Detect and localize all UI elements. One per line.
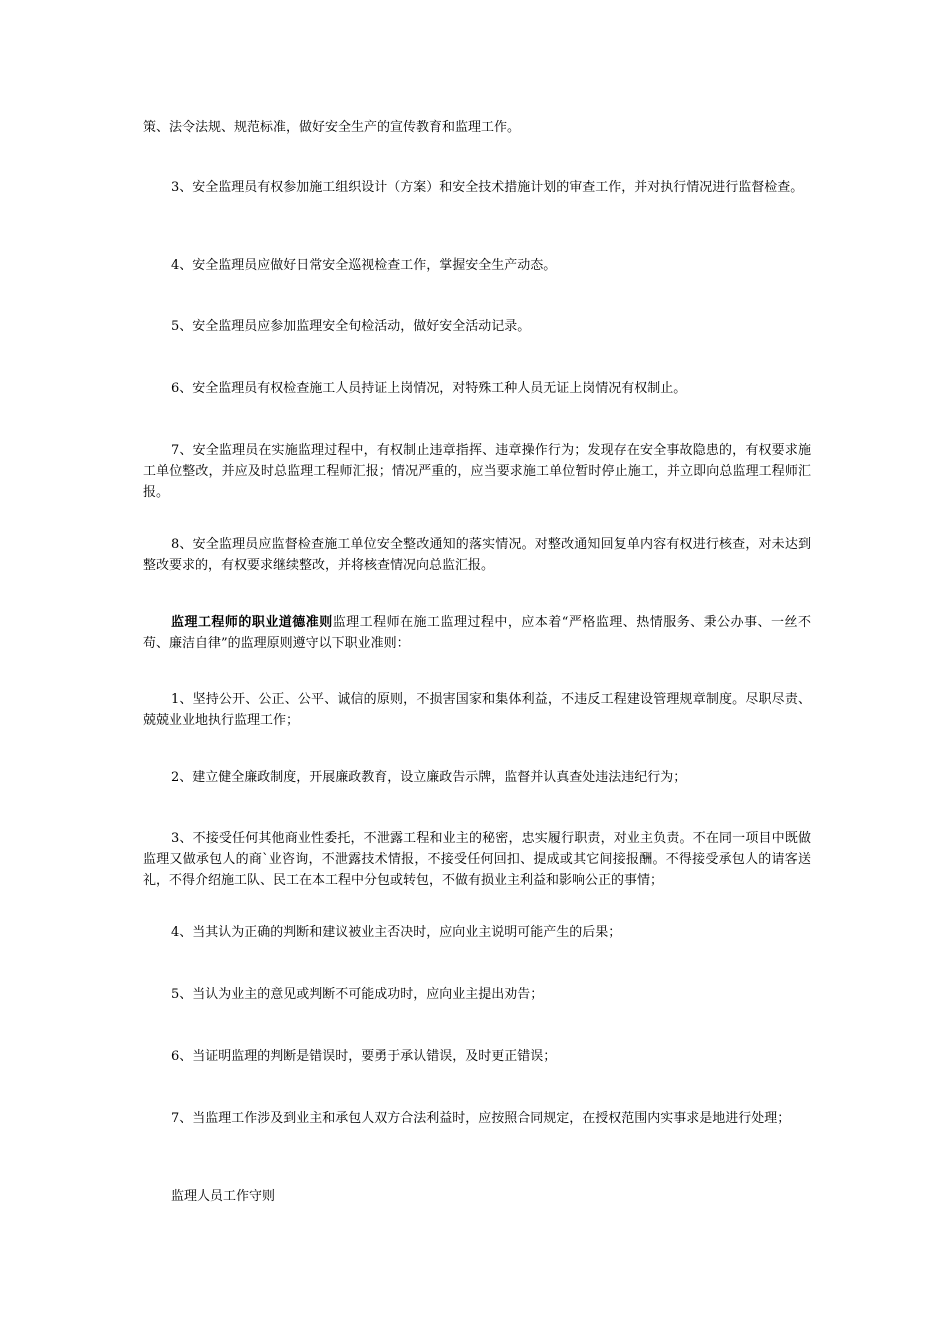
ethics-item-2: 2、建立健全廉政制度，开展廉政教育，设立廉政告示牌，监督并认真查处违法违纪行为； (171, 770, 687, 785)
paragraph-item-4: 4、安全监理员应做好日常安全巡视检查工作，掌握安全生产动态。 (171, 258, 557, 273)
paragraph-item-3: 3、安全监理员有权参加施工组织设计（方案）和安全技术措施计划的审查工作，并对执行情况进行监督检查。 (171, 180, 804, 195)
ethics-intro-text: 监理工程师在施工监理过程中，应本着“严格监理、热情服务、秉公办事、一丝不苟、廉洁自律”的监理原则遵守以下职业准则： (143, 615, 811, 651)
paragraph-item-8: 8、安全监理员应监督检查施工单位安全整改通知的落实情况。对整改通知回复单内容有权进行核查，对未达到整改要求的，有权要求继续整改，并将核查情况向总监汇报。 (143, 537, 811, 573)
closing-heading: 监理人员工作守则 (171, 1189, 276, 1204)
ethics-item-4: 4、当其认为正确的判断和建议被业主否决时，应向业主说明可能产生的后果； (171, 925, 622, 940)
ethics-item-1: 1、坚持公开、公正、公平、诚信的原则，不损害国家和集体利益，不违反工程建设管理规章制度。尽职尽责、兢兢业业地执行监理工作； (143, 692, 811, 728)
ethics-item-7: 7、当监理工作涉及到业主和承包人双方合法利益时，应按照合同规定，在授权范围内实事求是地进行处理； (171, 1111, 791, 1126)
ethics-item-5: 5、当认为业主的意见或判断不可能成功时，应向业主提出劝告； (171, 987, 544, 1002)
ethics-intro-paragraph (143, 612, 811, 654)
ethics-item-6: 6、当证明监理的判断是错误时，要勇于承认错误，及时更正错误； (171, 1049, 557, 1064)
paragraph-item-5: 5、安全监理员应参加监理安全旬检活动，做好安全活动记录。 (171, 319, 531, 334)
paragraph-item-7: 7、安全监理员在实施监理过程中，有权制止违章指挥、违章操作行为；发现存在安全事故隐患的，有权要求施工单位整改，并应及时总监理工程师汇报；情况严重的，应当要求施工单位暂时停止施工，并立即向总监理工程师汇报。 (143, 443, 811, 500)
ethics-item-3: 3、不接受任何其他商业性委托，不泄露工程和业主的秘密，忠实履行职责，对业主负责。不在同一项目中既做监理又做承包人的商`业咨询，不泄露技术情报，不接受任何回扣、提成或其它间接报酬。不得接受承包人的请客送礼，不得介绍施工队、民工在本工程中分包或转包，不做有损业主利益和影响公正的事情； (143, 831, 811, 888)
paragraph-item-6: 6、安全监理员有权检查施工人员持证上岗情况，对特殊工种人员无证上岗情况有权制止。 (171, 381, 687, 396)
paragraph-continued: 策、法令法规、规范标准，做好安全生产的宣传教育和监理工作。 (143, 120, 521, 135)
ethics-heading: 监理工程师的职业道德准则 (171, 615, 333, 630)
